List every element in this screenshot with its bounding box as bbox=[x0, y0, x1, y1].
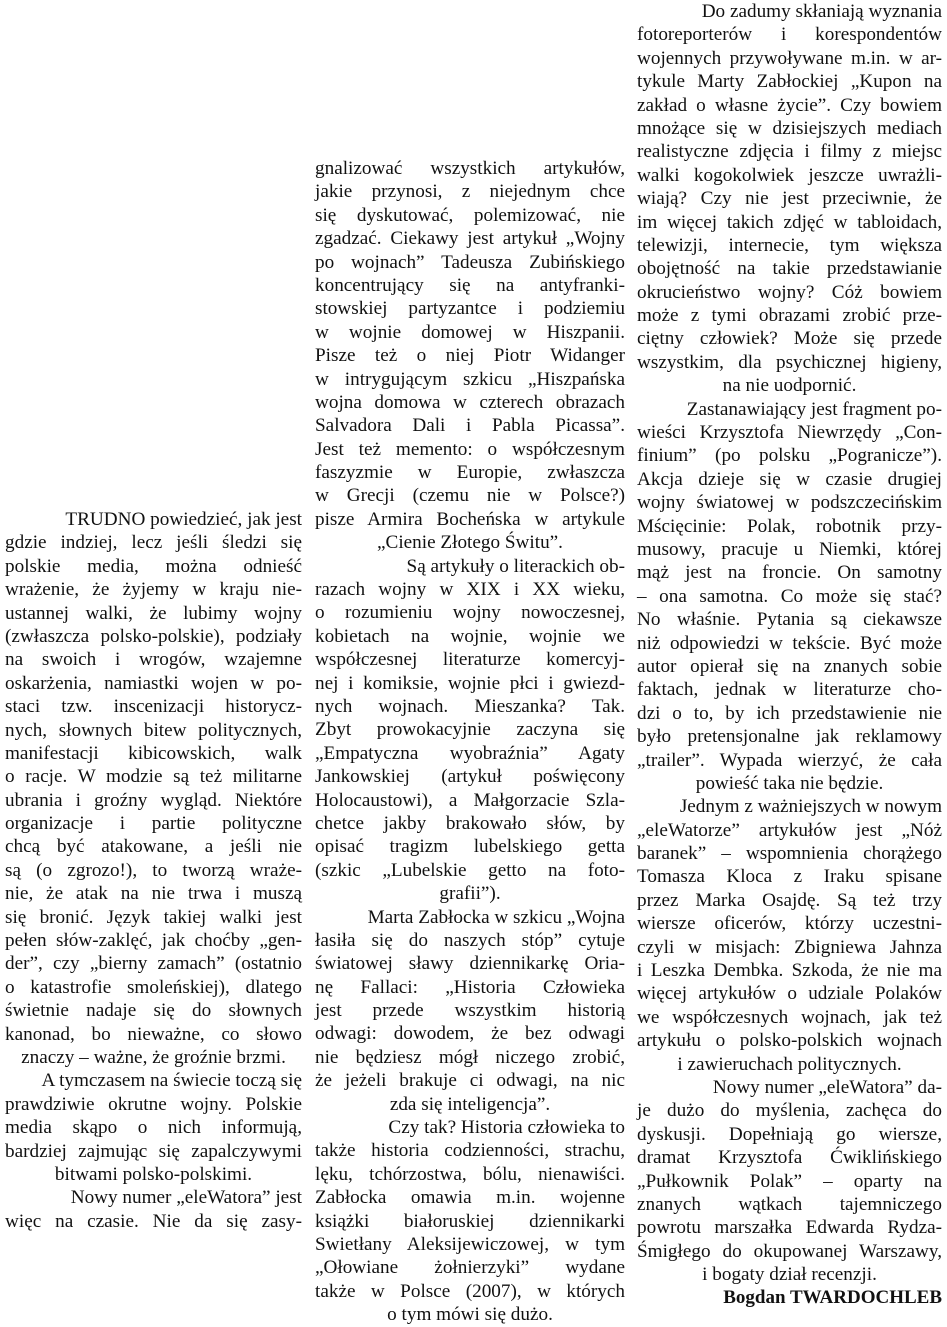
text-line: chcą być atakowane, a jeśli nie bbox=[5, 836, 302, 858]
text-line: Czy tak? Historia człowieka to bbox=[388, 1117, 625, 1139]
text-line: wojna domowa w czterech obrazach bbox=[315, 391, 625, 413]
text-line: pełen słów-zaklęć, jak choćby „gen- bbox=[5, 930, 302, 952]
text-line: walki kogokolwiek jeszcze uwrażli- bbox=[637, 164, 942, 186]
text-line: wojny światowej w podszczecińskim bbox=[637, 492, 942, 514]
text-line: obojętność na takie przedstawianie bbox=[637, 258, 942, 280]
text-line: wiają? Czy nie jest przeciwnie, że bbox=[637, 188, 942, 210]
text-line: Nowy numer „eleWatora” jest bbox=[70, 1187, 302, 1209]
text-line: „Empatyczna wyobraźnia” Agaty bbox=[315, 742, 625, 764]
text-line: dramat Krzysztofa Ćwiklińskiego bbox=[637, 1147, 942, 1169]
text-line: nych wojnach. Mieszanka? Tak. bbox=[315, 695, 625, 717]
text-line: No właśnie. Pytania są ciekawsze bbox=[637, 609, 942, 631]
text-line: mąż jest na froncie. On samotny bbox=[637, 562, 942, 584]
text-line: Jest też memento: o współczesnym bbox=[315, 438, 625, 460]
text-line: więcej artykułów o udziale Polaków bbox=[637, 983, 942, 1005]
text-line: są (o zgrozo!), to tworzą wraże- bbox=[5, 859, 302, 881]
text-line: okrucieństwo wojny? Cóż bowiem bbox=[637, 281, 942, 303]
text-line: „trailer”. Wypada wierzyć, że cała bbox=[637, 749, 942, 771]
text-line: tykule Marty Zabłockiej „Kupon na bbox=[637, 71, 942, 93]
text-line: bitwami polsko-polskimi. bbox=[54, 1163, 253, 1185]
text-line: zgadzać. Ciekawy jest artykuł „Wojny bbox=[315, 228, 625, 250]
text-line: Nowy numer „eleWatora” da- bbox=[712, 1076, 942, 1098]
text-line: wiersze oficerów, którzy uczestni- bbox=[637, 913, 942, 935]
text-line: A tymczasem na świecie toczą się bbox=[41, 1070, 302, 1092]
text-line: opisać tragizm lubelskiego getta bbox=[315, 836, 625, 858]
text-line: razach wojny w XIX i XX wieku, bbox=[315, 579, 625, 601]
text-line: gnalizować wszystkich artykułów, bbox=[315, 158, 625, 179]
text-line: media skąpo o nich informują, bbox=[5, 1117, 302, 1139]
text-line: dyskusji. Dopełniają go wiersze, bbox=[637, 1123, 942, 1145]
text-line: bardziej zajmując się zapalczywymi bbox=[5, 1140, 302, 1162]
text-line: było pretensjonalne jak reklamowy bbox=[637, 726, 942, 748]
text-line: chetce jakby brakowało słów, by bbox=[315, 812, 625, 834]
text-line: ciętny człowiek? Może się przede bbox=[637, 328, 942, 350]
text-line: im więcej takich zdjęć w tabloidach, bbox=[637, 211, 942, 233]
text-line: Jankowskiej (artykuł poświęcony bbox=[315, 766, 625, 788]
text-line: i zawieruchach politycznych. bbox=[677, 1053, 902, 1075]
text-line: kobietach na wojnie, wojnie we bbox=[315, 625, 625, 647]
text-line: w wojnie domowej w Hiszpanii. bbox=[315, 321, 625, 343]
text-line: der”, czy „bierny zamach” (ostatnio bbox=[5, 953, 302, 975]
text-line: się dyskutować, polemizować, nie bbox=[315, 204, 625, 226]
text-line: czyli w misjach: Zbigniewa Jahnza bbox=[637, 936, 942, 958]
text-line: (szkic „Lubelskie getto na foto- bbox=[315, 859, 625, 881]
text-line: „eleWatorze” artykułów jest „Nóż bbox=[637, 819, 942, 841]
text-line: stowskiej partyzantce i podziemiu bbox=[315, 298, 625, 320]
text-line: także historia codzienności, strachu, bbox=[315, 1140, 625, 1162]
text-line: że jeżeli brakuje ci odwagi, na nic bbox=[315, 1070, 625, 1092]
text-line: w Grecji (czemu nie w Polsce?) bbox=[315, 485, 625, 507]
text-line: Holocaustowi), a Małgorzacie Szla- bbox=[315, 789, 625, 811]
text-line: „Cienie Złotego Świtu”. bbox=[377, 532, 563, 554]
text-line: zakład o własne życie”. Czy bowiem bbox=[637, 94, 942, 116]
text-line: kanonad, bo nieważne, co słowo bbox=[5, 1023, 302, 1045]
text-line: o tym mówi się dużo. bbox=[387, 1304, 553, 1326]
text-line: nych, słownych bitew politycznych, bbox=[5, 719, 302, 741]
text-line: baranek” – wspomnienia chorążego bbox=[637, 843, 942, 865]
author-signature: Bogdan TWARDOCHLEB bbox=[723, 1287, 942, 1309]
text-line: więc na czasie. Nie da się zasy- bbox=[5, 1210, 302, 1232]
text-line: Tomasza Kloca z Iraku spisane bbox=[637, 866, 942, 888]
text-line: (zwłaszcza polsko-polskie), podziały bbox=[5, 625, 302, 647]
text-line: zda się inteligencja”. bbox=[389, 1093, 551, 1115]
text-line: wieści Krzysztofa Niewrzędy „Con- bbox=[637, 422, 942, 444]
text-line: książki białoruskiej dziennikarki bbox=[315, 1210, 625, 1232]
text-line: we współczesnych wojnach, jak też bbox=[637, 1006, 942, 1028]
text-line: Do zadumy skłaniają wyznania bbox=[701, 1, 942, 22]
text-line: Salvadora Dali i Pabla Picassa”. bbox=[315, 415, 625, 437]
text-line: i Leszka Dembka. Szkoda, że nie ma bbox=[637, 960, 942, 982]
text-line: w intrygującym szkicu „Hiszpańska bbox=[315, 368, 625, 390]
text-line: znaczy – ważne, że groźnie brzmi. bbox=[21, 1046, 286, 1068]
text-line: polskie media, można odnieść bbox=[5, 555, 302, 577]
text-line: finium” (po polsku „Pogranicze”). bbox=[637, 445, 942, 467]
text-line: nę Fallaci: „Historia Człowieka bbox=[315, 976, 625, 998]
text-line: o katastrofie smoleńskiej), dlatego bbox=[5, 976, 302, 998]
text-line: Mścięcinie: Polak, robotnik przy- bbox=[637, 515, 942, 537]
article-column-1 bbox=[5, 508, 302, 1233]
text-line: na nie uodpornić. bbox=[722, 375, 857, 397]
text-line: faktach, jednak w literaturze cho- bbox=[637, 679, 942, 701]
text-line: Zbyt prowokacyjnie zaczyna się bbox=[315, 719, 625, 741]
text-line: o racje. W modzie są też militarne bbox=[5, 766, 302, 788]
text-line: odwagi: dowodem, że bez odwagi bbox=[315, 1023, 625, 1045]
article-column-3 bbox=[637, 0, 942, 1310]
text-line: może z tymi obrazami zrobić prze- bbox=[637, 305, 942, 327]
text-line: gdzie indziej, lecz jeśli śledzi się bbox=[5, 532, 302, 554]
text-line: koncentrujący się na antyfranki- bbox=[315, 274, 625, 296]
text-line: fotoreporterów i korespondentów bbox=[637, 24, 942, 46]
text-line: je dużo do myślenia, zachęca do bbox=[637, 1100, 942, 1122]
text-line: niż odpowiedzi w tekście. Być może bbox=[637, 632, 942, 654]
text-line: oskarżenia, namiastki wojen w po- bbox=[5, 672, 302, 694]
text-line: dzi o to, by ich przedstawienie nie bbox=[637, 702, 942, 724]
text-line: także w Polsce (2007), w których bbox=[315, 1280, 625, 1302]
text-line: autor opierał się na znanych sobie bbox=[637, 655, 942, 677]
text-line: Swietłany Aleksijewiczowej, w tym bbox=[315, 1233, 625, 1255]
text-line: nie, że atak na nie trwa i muszą bbox=[5, 883, 302, 905]
text-line: nej i komiksie, wojnie płci i gwiezd- bbox=[315, 672, 625, 694]
text-line: manifestacji kibicowskich, walk bbox=[5, 742, 302, 764]
text-line: świetnie nadaje się do słownych bbox=[5, 1000, 302, 1022]
text-line: grafii”). bbox=[439, 883, 501, 905]
text-line: wszystkim, dla psychicznej higieny, bbox=[637, 351, 942, 373]
text-line: Zastanawiający jest fragment po- bbox=[686, 398, 942, 420]
text-line: na swoich i wrogów, wzajemne bbox=[5, 649, 302, 671]
text-line: powrotu marszałka Edwarda Rydza- bbox=[637, 1217, 942, 1239]
text-line: i bogaty dział recenzji. bbox=[702, 1264, 877, 1286]
text-line: Pisze też o niej Piotr Widanger bbox=[315, 345, 625, 367]
text-line: telewizji, internecie, tym większa bbox=[637, 234, 942, 256]
text-line: – ona samotna. Co może się stać? bbox=[637, 585, 942, 607]
article-column-2 bbox=[315, 157, 625, 1327]
text-line: lęku, tchórzostwa, bólu, nienawiści. bbox=[315, 1163, 625, 1185]
text-line: mnożące się w dzisiejszych mediach bbox=[637, 117, 942, 139]
text-line: Zabłocka omawia m.in. wojenne bbox=[315, 1187, 625, 1209]
text-line: jakie przynosi, z niejednym chce bbox=[315, 181, 625, 203]
text-line: współczesnej literaturze komercyj- bbox=[315, 649, 625, 671]
text-line: „Ołowiane żołnierzyki” wydane bbox=[315, 1257, 625, 1279]
text-line: Jednym z ważniejszych w nowym bbox=[679, 796, 942, 818]
text-line: ustannej walki, że lubimy wojny bbox=[5, 602, 302, 624]
text-line: znanych wątkach tajemniczego bbox=[637, 1193, 942, 1215]
text-line: staci tzw. inscenizacji historycz- bbox=[5, 696, 302, 718]
text-line: się bronić. Język takiej walki jest bbox=[5, 906, 302, 928]
text-line: prawdziwie okrutne wojny. Polskie bbox=[5, 1093, 302, 1115]
text-line: pisze Armira Bocheńska w artykule bbox=[315, 508, 625, 530]
text-line: wrażenie, że żyjemy w kraju nie- bbox=[5, 579, 302, 601]
text-line: po wojnach” Tadeusza Zubińskiego bbox=[315, 251, 625, 273]
text-line: nie będziesz mógł niczego zrobić, bbox=[315, 1046, 625, 1068]
text-line: TRUDNO powiedzieć, jak jest bbox=[65, 509, 302, 530]
text-line: artykułu o polsko-polskich wojnach bbox=[637, 1030, 942, 1052]
text-line: światowej sławy dziennikarkę Oria- bbox=[315, 953, 625, 975]
text-line: wojennych przywoływane m.in. w ar- bbox=[637, 47, 942, 69]
text-line: organizacje i partie polityczne bbox=[5, 813, 302, 835]
text-line: jest przede wszystkim historią bbox=[315, 1000, 625, 1022]
text-line: o rozumieniu wojny nowoczesnej, bbox=[315, 602, 625, 624]
text-line: Śmigłego do okupowanej Warszawy, bbox=[637, 1240, 942, 1262]
text-line: przez Marka Osajdę. Są też trzy bbox=[637, 889, 942, 911]
text-line: powieść taka nie będzie. bbox=[695, 772, 884, 794]
text-line: ubrania i groźny wygląd. Niektóre bbox=[5, 789, 302, 811]
text-line: Są artykuły o literackich ob- bbox=[406, 555, 625, 577]
text-line: Marta Zabłocka w szkicu „Wojna bbox=[367, 906, 625, 928]
text-line: faszyzmie w Europie, zwłaszcza bbox=[315, 462, 625, 484]
text-line: łasiła się do naszych stóp” cytuje bbox=[315, 929, 625, 951]
text-line: „Pułkownik Polak” – oparty na bbox=[637, 1170, 942, 1192]
text-line: musowy, pracuje u Niemki, której bbox=[637, 538, 942, 560]
text-line: Akcja dzieje się w czasie drugiej bbox=[637, 468, 942, 490]
text-line: realistyczne zdjęcia i filmy z miejsc bbox=[637, 141, 942, 163]
